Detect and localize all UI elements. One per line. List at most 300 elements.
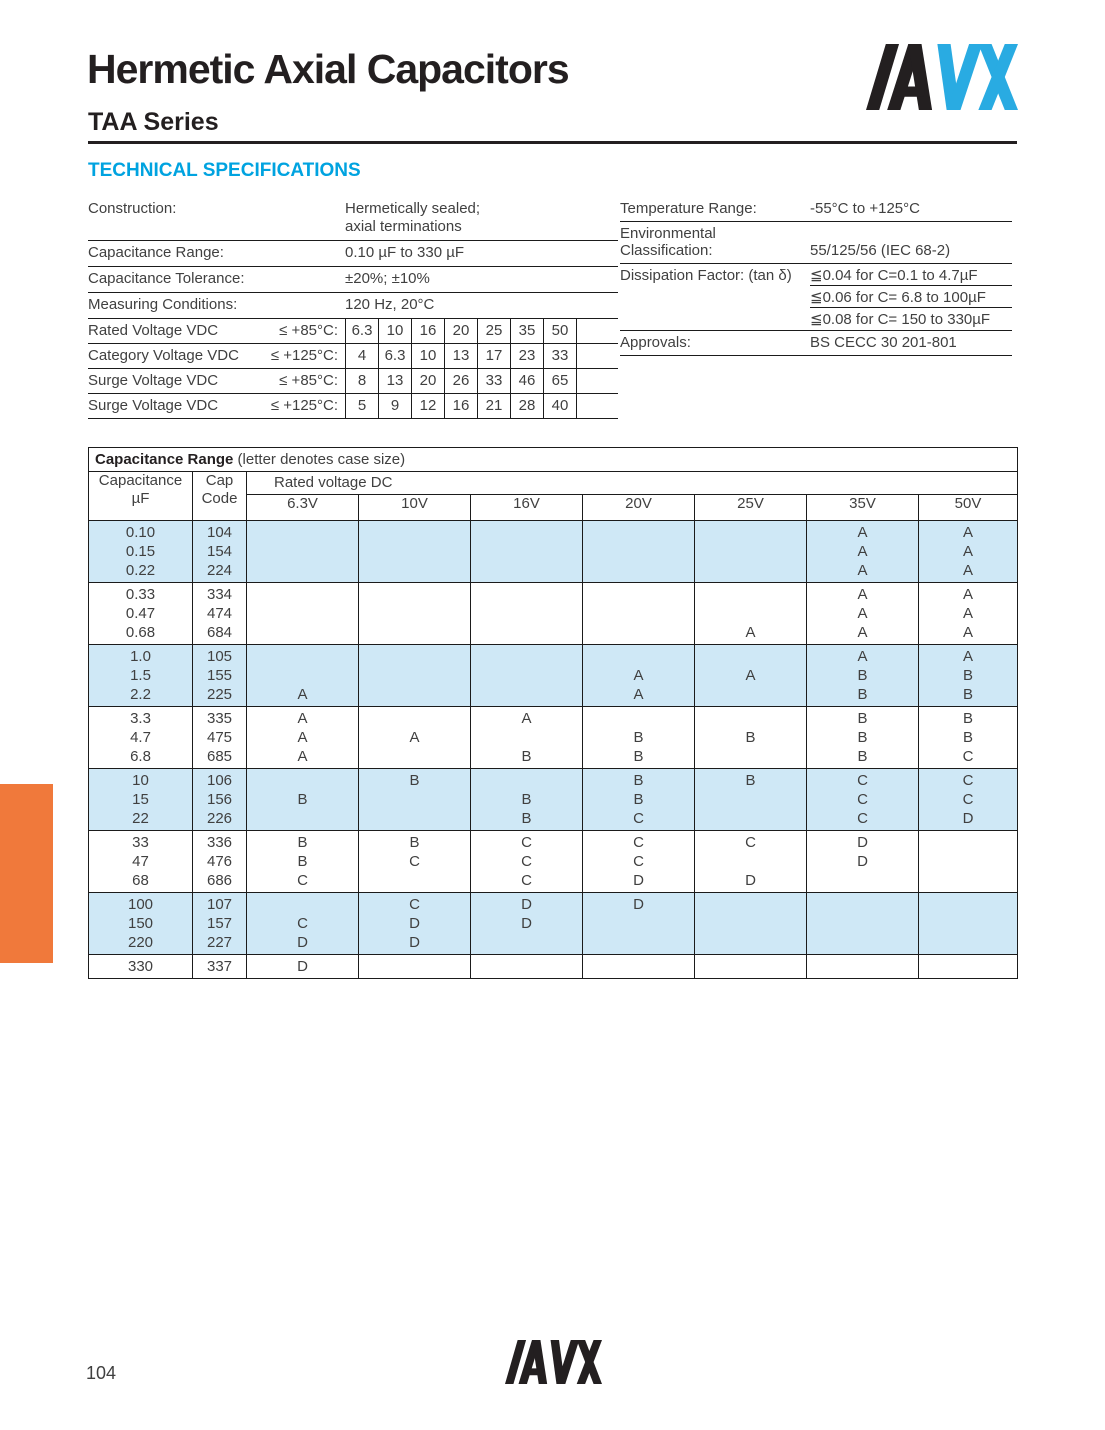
case-size-letter: [247, 666, 358, 685]
case-size-letter: D: [297, 934, 308, 951]
capacitance-values-cell: [89, 645, 193, 707]
capacitance-value: 0.47: [125, 605, 156, 622]
cap-code-cell: [193, 831, 247, 893]
case-size-cell: [471, 893, 583, 955]
column-header-line: Code: [201, 490, 238, 507]
case-size-letter: [919, 895, 1017, 914]
cap-code-value: 156: [206, 791, 233, 808]
case-size-letter: [919, 933, 1017, 952]
voltage-value-cell: 13: [444, 344, 477, 368]
case-size-letter: B: [745, 729, 756, 746]
table-title: [89, 448, 1018, 472]
case-size-cell: [247, 769, 359, 831]
capacitance-value: 3.3: [130, 710, 151, 727]
cap-table-row: [89, 707, 1018, 769]
capacitance-value: 0.68: [125, 624, 156, 641]
case-size-cell: [919, 893, 1018, 955]
case-size-letter: A: [857, 648, 868, 665]
section-tab-marker: [0, 784, 53, 963]
capacitance-value: 100: [127, 896, 154, 913]
spec-label: Measuring Conditions:: [88, 296, 238, 313]
case-size-letter: C: [409, 853, 420, 870]
case-size-letter: D: [857, 834, 868, 851]
case-size-cell: [919, 955, 1018, 979]
case-size-letter: [583, 523, 694, 542]
case-size-cell: [807, 955, 919, 979]
voltage-column-header: 6.3V: [247, 495, 359, 521]
voltage-value-cell: 16: [411, 319, 444, 343]
series-title: TAA Series: [88, 108, 219, 136]
voltage-spec-row: [88, 319, 618, 344]
capacitance-value: 2.2: [130, 686, 151, 703]
cap-code-value: 157: [206, 915, 233, 932]
spec-row-capacitance-tolerance: [88, 267, 618, 293]
capacitance-value: 68: [132, 872, 149, 889]
case-size-letter: [583, 647, 694, 666]
case-size-letter: A: [963, 543, 974, 560]
case-size-letter: C: [857, 791, 868, 808]
case-size-letter: B: [297, 853, 308, 870]
dissipation-values: [810, 264, 1012, 330]
case-size-cell: [695, 645, 807, 707]
case-size-cell: [695, 955, 807, 979]
case-size-cell: [583, 645, 695, 707]
case-size-letter: [695, 523, 806, 542]
table-title-note: (letter denotes case size): [233, 451, 406, 468]
capacitance-values-cell: [89, 583, 193, 645]
case-size-letter: B: [963, 667, 974, 684]
case-size-letter: A: [745, 624, 756, 641]
voltage-ratings-rows: [88, 319, 618, 419]
cap-code-cell: [193, 893, 247, 955]
case-size-letter: [247, 604, 358, 623]
dissipation-value: ≦0.04 for C=0.1 to 4.7µF: [810, 264, 1012, 286]
avx-logo-footer: [505, 1340, 602, 1384]
case-size-letter: B: [633, 772, 644, 789]
case-size-letter: C: [297, 915, 308, 932]
cap-code-cell: [193, 521, 247, 583]
case-size-letter: [247, 585, 358, 604]
voltage-value-cell: 20: [411, 369, 444, 393]
case-size-letter: D: [297, 958, 308, 975]
spec-value: BS CECC 30 201-801: [810, 334, 957, 351]
case-size-cell: [807, 645, 919, 707]
voltage-column-header: 25V: [695, 495, 807, 521]
case-size-letter: [247, 771, 358, 790]
case-size-letter: [695, 933, 806, 952]
case-size-cell: [471, 831, 583, 893]
voltage-row-condition: ≤ +85°C:: [279, 372, 338, 389]
case-size-letter: C: [962, 772, 974, 789]
case-size-letter: [807, 871, 918, 890]
case-size-letter: D: [409, 934, 420, 951]
case-size-letter: [807, 957, 918, 976]
cap-code-value: 226: [206, 810, 233, 827]
case-size-cell: [247, 583, 359, 645]
voltage-value-cell: 10: [411, 344, 444, 368]
case-size-letter: [247, 561, 358, 580]
case-size-letter: [583, 604, 694, 623]
case-size-cell: [695, 831, 807, 893]
header-divider: [88, 141, 1017, 144]
case-size-letter: D: [962, 810, 974, 827]
case-size-cell: [471, 769, 583, 831]
case-size-letter: A: [633, 686, 644, 703]
case-size-cell: [247, 707, 359, 769]
spec-value: 0.10 µF to 330 µF: [345, 244, 465, 261]
spec-label: [620, 225, 810, 259]
case-size-letter: B: [857, 729, 868, 746]
voltage-column-header: 35V: [807, 495, 919, 521]
case-size-letter: [695, 542, 806, 561]
case-size-cell: [583, 521, 695, 583]
cap-code-value: 475: [206, 729, 233, 746]
cap-table-row: [89, 583, 1018, 645]
case-size-cell: [807, 707, 919, 769]
cap-code-value: 107: [206, 896, 233, 913]
case-size-letter: A: [297, 729, 308, 746]
case-size-letter: [359, 585, 470, 604]
case-size-letter: B: [633, 791, 644, 808]
voltage-column-header: 10V: [359, 495, 471, 521]
case-size-letter: C: [521, 834, 532, 851]
case-size-cell: [919, 645, 1018, 707]
voltage-empty-cell: [576, 394, 618, 418]
case-size-letter: B: [521, 810, 532, 827]
case-size-letter: [583, 957, 694, 976]
cap-table-row: [89, 955, 1018, 979]
voltage-row-label: Category Voltage VDC: [88, 347, 239, 364]
case-size-letter: C: [962, 748, 974, 765]
page-number: 104: [86, 1363, 117, 1383]
voltage-column-header: 20V: [583, 495, 695, 521]
case-size-letter: [359, 623, 470, 642]
voltage-spec-row: [88, 394, 618, 419]
voltage-value-cell: 46: [510, 369, 543, 393]
case-size-letter: [359, 747, 470, 766]
cap-table-row: [89, 769, 1018, 831]
case-size-letter: [471, 561, 582, 580]
capacitance-value: 220: [127, 934, 154, 951]
cap-code-value: 106: [206, 772, 233, 789]
case-size-cell: [471, 955, 583, 979]
cap-code-cell: [193, 583, 247, 645]
voltage-row-condition: ≤ +125°C:: [270, 347, 338, 364]
voltage-spec-row: [88, 344, 618, 369]
spec-value: ±20%; ±10%: [345, 270, 430, 287]
case-size-letter: [807, 914, 918, 933]
cap-code-value: 476: [206, 853, 233, 870]
case-size-letter: [695, 852, 806, 871]
case-size-letter: [247, 895, 358, 914]
case-size-letter: C: [857, 772, 868, 789]
cap-code-cell: [193, 645, 247, 707]
capacitance-values-cell: [89, 707, 193, 769]
case-size-letter: [695, 604, 806, 623]
capacitance-value: 4.7: [130, 729, 151, 746]
capacitance-value: 1.5: [130, 667, 151, 684]
case-size-letter: [471, 728, 582, 747]
case-size-letter: C: [409, 896, 420, 913]
case-size-letter: [695, 914, 806, 933]
case-size-cell: [247, 521, 359, 583]
case-size-letter: [359, 561, 470, 580]
case-size-letter: A: [857, 624, 868, 641]
case-size-letter: B: [857, 710, 868, 727]
case-size-letter: [359, 647, 470, 666]
voltage-column-header: 16V: [471, 495, 583, 521]
case-size-letter: [471, 585, 582, 604]
case-size-letter: [695, 685, 806, 704]
case-size-letter: C: [962, 791, 974, 808]
case-size-letter: [583, 709, 694, 728]
case-size-letter: B: [963, 686, 974, 703]
spec-value-line: axial terminations: [345, 218, 462, 235]
case-size-letter: [695, 709, 806, 728]
spec-row-dissipation-factor: [620, 264, 1012, 331]
table-title-bold: Capacitance Range: [95, 451, 234, 468]
case-size-cell: [359, 769, 471, 831]
case-size-letter: [695, 647, 806, 666]
capacitance-range-table: [88, 447, 1018, 979]
case-size-letter: A: [857, 543, 868, 560]
case-size-letter: [583, 623, 694, 642]
spec-label: Dissipation Factor: (tan δ): [620, 267, 792, 284]
cap-code-value: 105: [206, 648, 233, 665]
case-size-cell: [247, 955, 359, 979]
cap-code-value: 684: [206, 624, 233, 641]
voltage-value-cell: 12: [411, 394, 444, 418]
voltage-empty-cell: [576, 319, 618, 343]
case-size-letter: [471, 957, 582, 976]
voltage-row-label: Surge Voltage VDC: [88, 397, 219, 414]
voltage-empty-cell: [576, 369, 618, 393]
case-size-cell: [471, 583, 583, 645]
dissipation-value: ≦0.06 for C= 6.8 to 100µF: [810, 286, 1012, 308]
case-size-letter: B: [857, 748, 868, 765]
case-size-letter: C: [521, 872, 532, 889]
case-size-cell: [807, 831, 919, 893]
case-size-letter: [359, 871, 470, 890]
case-size-letter: A: [963, 648, 974, 665]
case-size-cell: [247, 893, 359, 955]
voltage-empty-cell: [576, 344, 618, 368]
voltage-value-cell: 50: [543, 319, 576, 343]
voltage-row-label: Surge Voltage VDC: [88, 372, 219, 389]
spec-value: -55°C to +125°C: [810, 200, 920, 217]
case-size-cell: [919, 583, 1018, 645]
case-size-letter: [471, 623, 582, 642]
case-size-cell: [807, 893, 919, 955]
capacitance-value: 0.33: [125, 586, 156, 603]
case-size-letter: [583, 542, 694, 561]
case-size-letter: A: [521, 710, 532, 727]
case-size-cell: [583, 707, 695, 769]
voltage-value-cell: 5: [345, 394, 378, 418]
case-size-letter: B: [297, 834, 308, 851]
case-size-letter: B: [521, 748, 532, 765]
capacitance-value: 1.0: [130, 648, 151, 665]
voltage-value-cell: 6.3: [345, 319, 378, 343]
case-size-cell: [695, 707, 807, 769]
case-size-letter: A: [963, 586, 974, 603]
case-size-cell: [695, 893, 807, 955]
cap-table-row: [89, 831, 1018, 893]
case-size-letter: D: [521, 896, 532, 913]
case-size-letter: B: [857, 667, 868, 684]
cap-table-row: [89, 893, 1018, 955]
voltage-value-cell: 10: [378, 319, 411, 343]
case-size-letter: B: [633, 729, 644, 746]
case-size-letter: A: [963, 605, 974, 622]
column-header-cap-code: [193, 472, 247, 521]
case-size-letter: [359, 523, 470, 542]
case-size-letter: D: [409, 915, 420, 932]
case-size-cell: [695, 769, 807, 831]
case-size-letter: A: [857, 562, 868, 579]
capacitance-value: 47: [132, 853, 149, 870]
case-size-letter: [471, 604, 582, 623]
cap-code-value: 335: [206, 710, 233, 727]
ratings-specs-table: [620, 197, 1012, 356]
spec-row-temperature-range: [620, 197, 1012, 222]
page-title: Hermetic Axial Capacitors: [87, 46, 569, 92]
cap-code-value: 227: [206, 934, 233, 951]
voltage-value-cell: 28: [510, 394, 543, 418]
case-size-letter: A: [633, 667, 644, 684]
voltage-value-cell: 8: [345, 369, 378, 393]
capacitance-values-cell: [89, 893, 193, 955]
case-size-cell: [359, 831, 471, 893]
case-size-letter: B: [633, 748, 644, 765]
case-size-letter: [695, 747, 806, 766]
case-size-letter: A: [857, 586, 868, 603]
voltage-value-cell: 35: [510, 319, 543, 343]
case-size-cell: [807, 583, 919, 645]
cap-code-value: 334: [206, 586, 233, 603]
voltage-row-condition: ≤ +125°C:: [270, 397, 338, 414]
case-size-cell: [919, 707, 1018, 769]
case-size-letter: [919, 914, 1017, 933]
case-size-letter: B: [297, 791, 308, 808]
case-size-letter: B: [963, 729, 974, 746]
case-size-letter: A: [745, 667, 756, 684]
case-size-letter: [583, 585, 694, 604]
cap-code-value: 336: [206, 834, 233, 851]
cap-code-value: 686: [206, 872, 233, 889]
cap-table-row: [89, 645, 1018, 707]
case-size-letter: A: [409, 729, 420, 746]
case-size-cell: [919, 831, 1018, 893]
case-size-letter: B: [521, 791, 532, 808]
voltage-spec-row: [88, 369, 618, 394]
spec-row-construction: [88, 197, 618, 241]
case-size-cell: [471, 521, 583, 583]
spec-label: Capacitance Tolerance:: [88, 270, 245, 287]
case-size-letter: [919, 833, 1017, 852]
case-size-letter: D: [745, 872, 756, 889]
capacitance-value: 0.22: [125, 562, 156, 579]
case-size-letter: B: [409, 772, 420, 789]
case-size-cell: [583, 583, 695, 645]
case-size-letter: D: [633, 896, 644, 913]
case-size-letter: [695, 790, 806, 809]
column-header-capacitance: [89, 472, 193, 521]
capacitance-value: 330: [127, 958, 154, 975]
voltage-value-cell: 16: [444, 394, 477, 418]
capacitance-value: 10: [132, 772, 149, 789]
case-size-letter: [359, 604, 470, 623]
case-size-cell: [359, 645, 471, 707]
spec-row-capacitance-range: [88, 241, 618, 267]
voltage-value-cell: 65: [543, 369, 576, 393]
voltage-value-cell: 20: [444, 319, 477, 343]
case-size-cell: [807, 769, 919, 831]
case-size-letter: [359, 666, 470, 685]
voltage-row-condition: ≤ +85°C:: [279, 322, 338, 339]
capacitance-values-cell: [89, 521, 193, 583]
voltage-column-header: 50V: [919, 495, 1018, 521]
case-size-letter: [359, 809, 470, 828]
spec-value: 55/125/56 (IEC 68-2): [810, 242, 951, 259]
case-size-letter: [247, 809, 358, 828]
voltage-value-cell: 17: [477, 344, 510, 368]
case-size-letter: D: [633, 872, 644, 889]
case-size-letter: C: [633, 834, 644, 851]
case-size-letter: C: [297, 872, 308, 889]
section-heading: TECHNICAL SPECIFICATIONS: [88, 160, 361, 181]
case-size-letter: A: [297, 686, 308, 703]
capacitance-values-cell: [89, 769, 193, 831]
spec-value-line: Hermetically sealed;: [345, 200, 481, 217]
capacitance-value: 22: [132, 810, 149, 827]
spec-row-approvals: [620, 331, 1012, 356]
case-size-letter: C: [633, 810, 644, 827]
cap-code-value: 474: [206, 605, 233, 622]
case-size-letter: [471, 771, 582, 790]
case-size-letter: A: [857, 605, 868, 622]
case-size-letter: [471, 933, 582, 952]
case-size-cell: [359, 707, 471, 769]
case-size-letter: [359, 790, 470, 809]
case-size-letter: D: [857, 853, 868, 870]
spec-label: Capacitance Range:: [88, 244, 224, 261]
case-size-letter: [359, 542, 470, 561]
case-size-letter: B: [857, 686, 868, 703]
case-size-cell: [359, 521, 471, 583]
cap-code-value: 154: [206, 543, 233, 560]
cap-code-value: 685: [206, 748, 233, 765]
voltage-row-label: Rated Voltage VDC: [88, 322, 219, 339]
capacitance-value: 33: [132, 834, 149, 851]
case-size-letter: B: [963, 710, 974, 727]
case-size-letter: [359, 685, 470, 704]
case-size-cell: [919, 521, 1018, 583]
capacitance-value: 15: [132, 791, 149, 808]
voltage-value-cell: 9: [378, 394, 411, 418]
spec-value: 120 Hz, 20°C: [345, 296, 435, 313]
case-size-letter: [695, 561, 806, 580]
case-size-letter: [919, 957, 1017, 976]
capacitance-value: 150: [127, 915, 154, 932]
cap-code-value: 104: [206, 524, 233, 541]
case-size-letter: A: [857, 524, 868, 541]
case-size-letter: A: [297, 710, 308, 727]
case-size-letter: [247, 647, 358, 666]
voltage-value-cell: 40: [543, 394, 576, 418]
case-size-letter: [247, 542, 358, 561]
case-size-letter: [471, 685, 582, 704]
